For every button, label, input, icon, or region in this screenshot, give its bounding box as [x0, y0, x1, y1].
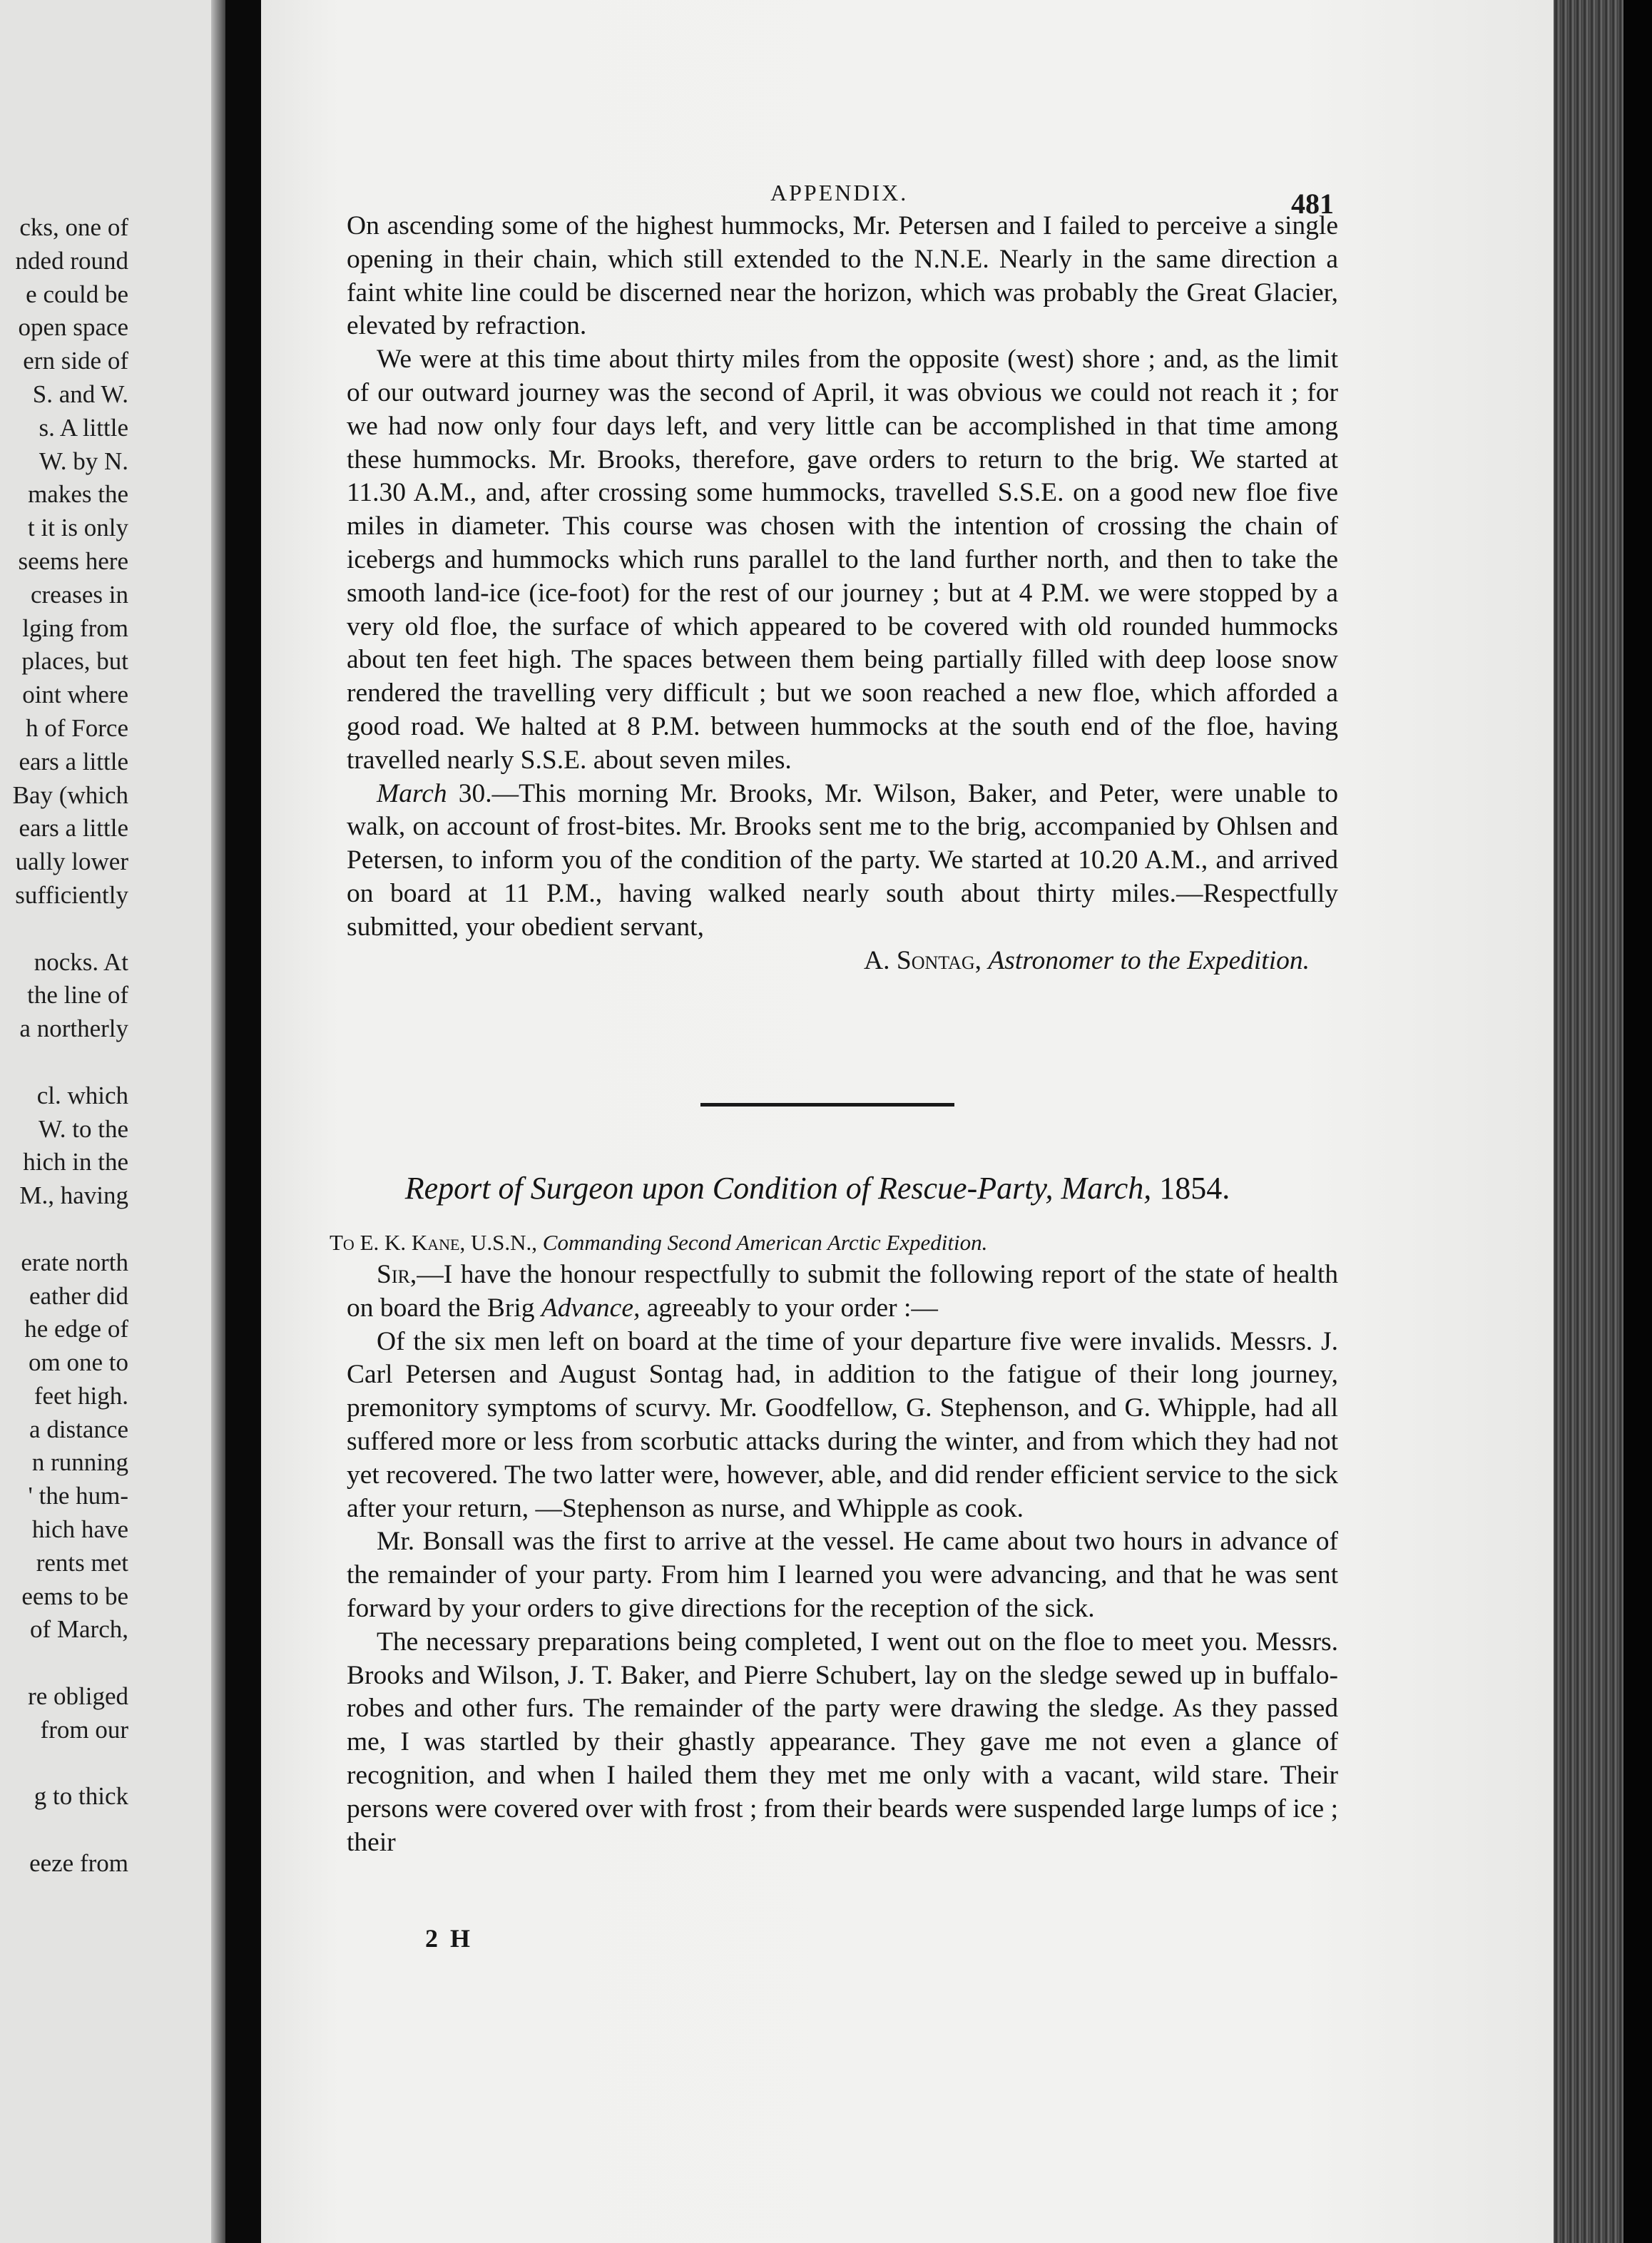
left-page-line: W. to the [38, 1114, 128, 1143]
report-title [347, 1170, 1288, 1206]
paragraph: Mr. Bonsall was the first to arrive at the vessel. He came about two hours in advance of the remainder of your party. From him I learned you were advancing, and that he was sent forward by your orders to give directions for the reception of the sick. [347, 1527, 1338, 1623]
left-page-line: W. by N. [39, 447, 128, 475]
left-page-line: from our [40, 1715, 128, 1744]
report-title-year: 1854. [1159, 1171, 1230, 1206]
left-page-fragment [0, 0, 225, 2243]
signature-mark: 2 H [425, 1924, 474, 1953]
left-page-line: open space [18, 313, 128, 342]
surgeon-report [347, 1258, 1338, 1859]
left-page-line: feet high. [34, 1381, 128, 1410]
page-number: 481 [1291, 188, 1334, 220]
left-page-gutter-shadow [211, 0, 225, 2243]
paragraph-text: 30.—This morning Mr. Brooks, Mr. Wilson, Baker, and Peter, were unable to walk, on account of frost-bites. Mr. Brooks sent me to the brig, accompanied by Ohlsen and Petersen, to inform you of the condition of the party. We started at 10.20 A.M., and arrived on board at 11 P.M., having walked nearly south about thirty miles.—Respectfully submitted, your obedient servant, [347, 778, 1338, 942]
left-page-line: g to thick [34, 1782, 128, 1811]
left-page-line: eather did [29, 1281, 128, 1310]
left-page-line [0, 1046, 128, 1079]
left-page-line: ears a little [19, 747, 128, 775]
left-page-line: erate north [21, 1248, 128, 1276]
left-page-line: rents met [36, 1548, 128, 1577]
book-spine [225, 0, 261, 2243]
addressee-role: Commanding Second American Arctic Expedition. [542, 1230, 988, 1255]
left-page-line: of March, [29, 1615, 128, 1644]
left-page-line [0, 1814, 128, 1847]
left-page-line: s. A little [39, 413, 128, 442]
left-page-line: t it is only [28, 514, 128, 542]
left-page-line: hich have [31, 1515, 128, 1544]
signature-line [347, 945, 1338, 978]
left-page-line: the line of [27, 981, 128, 1009]
signature-name: A. Sontag, [864, 945, 981, 975]
left-page-line: cks, one of [19, 213, 128, 241]
left-page-line: nded round [15, 246, 128, 275]
left-page-line: eeze from [29, 1849, 128, 1878]
addressee-line [330, 1230, 987, 1256]
left-page-line: e could be [26, 280, 128, 308]
left-page-line: sufficiently [15, 880, 128, 909]
paragraph-text: —I have the honour respectfully to submit the following report of the state of health on board the Brig [347, 1260, 1338, 1323]
paragraph: We were at this time about thirty miles from the opposite (west) shore ; and, as the limit of our outward journey was the second of April, it was obvious we could not reach it ; for we had now only four days left, and very little can be accomplished in that time among these hummocks. Mr. Brooks, therefore, gave orders to return to the brig. We started at 11.30 A.M., and, after crossing some hummocks, travelled S.S.E. on a good new floe five miles in diameter. This course was chosen with the intention of crossing the chain of icebergs and hummocks which runs parallel to the land further north, and then to take the smooth land-ice (ice-foot) for the rest of our journey ; but at 4 P.M. we were stopped by a very old floe, the surface of which appeared to be covered with old rounded hummocks about ten feet high. The spaces between them being partially filled with deep loose snow rendered the travelling very difficult ; but we soon reached a new floe, which afforded a good road. We halted at 8 P.M. between hummocks at the south end of the floe, having travelled nearly S.S.E. about seven miles. [347, 345, 1338, 775]
report-title-text: Report of Surgeon upon Condition of Rescue-Party, March, [404, 1171, 1152, 1206]
left-page-line: nocks. At [34, 947, 128, 976]
left-page-line: h of Force [26, 713, 128, 742]
ship-name: Advance, [541, 1293, 641, 1323]
left-page-line: ern side of [23, 347, 128, 375]
addressee-name: To E. K. Kane, U.S.N., [330, 1230, 538, 1255]
paragraph: On ascending some of the highest hummocks, Mr. Petersen and I failed to perceive a single opening in their chain, which still extended to the N.N.E. Nearly in the same direction a faint white line could be discerned near the horizon, which was probably the Great Glacier, elevated by refraction. [347, 211, 1338, 341]
paragraph-march-30 [347, 778, 1338, 945]
left-page-line: om one to [29, 1348, 128, 1377]
sontag-report [347, 210, 1338, 977]
paragraph: Of the six men left on board at the time of your departure five were invalids. Messrs. J. Carl Petersen and August Sontag had, in addition to the fatigue of their long journey, premonitory symptoms of scurvy. Mr. Goodfellow, G. Stephenson, and G. Whipple, had all suffered more or less from scorbutic attacks during the winter, and from which they had not yet recovered. The two latter were, however, able, and did render efficient service to the sick after your return, —Stephenson as nurse, and Whipple as cook. [347, 1326, 1338, 1523]
left-page-line: oint where [22, 681, 128, 709]
paragraph-text: agreeably to your order :— [640, 1293, 938, 1323]
left-page-line: hich in the [23, 1148, 128, 1176]
paragraph: The necessary preparations being completed, I went out on the floe to meet you. Messrs. Brooks and Wilson, J. T. Baker, and Pierre Schubert, lay on the sledge sewed up in buffalo-robes and other furs. The remainder of the party were drawing the sledge. As they passed me, I was startled by their ghastly appearance. They gave me not even a glance of recognition, and when I hailed them they met me only with a vacant, wild stare. Their persons were covered over with frost ; from their beards were suspended large lumps of ice ; their [347, 1627, 1338, 1857]
page-edges [1554, 0, 1652, 2243]
left-page-line: ually lower [15, 848, 128, 876]
left-page-line: n running [31, 1448, 128, 1477]
left-page-line: Bay (which [12, 780, 128, 809]
left-page-text-column [0, 211, 128, 1881]
left-page-line [0, 912, 128, 946]
left-page-line: a distance [29, 1415, 128, 1443]
left-page-line: ' the hum- [28, 1482, 128, 1510]
left-page-line: re obliged [28, 1682, 128, 1711]
left-page-line: S. and W. [32, 380, 128, 408]
left-page-line: ears a little [19, 814, 128, 843]
section-divider [700, 1103, 954, 1107]
left-page-line: M., having [19, 1181, 128, 1210]
left-page-line: places, but [21, 647, 128, 676]
running-head: APPENDIX. [770, 180, 909, 205]
left-page-line [0, 1647, 128, 1680]
left-page-line [0, 1213, 128, 1246]
left-page-line: a northerly [19, 1014, 128, 1043]
scan-border [1623, 0, 1652, 2243]
signature-title: Astronomer to the Expedition. [988, 945, 1310, 975]
left-page-line: he edge of [24, 1315, 128, 1343]
left-page-line [0, 1747, 128, 1781]
paragraph-salutation [347, 1258, 1338, 1326]
date-label: March [377, 778, 447, 808]
left-page-line: creases in [30, 580, 128, 609]
left-page-line: eems to be [21, 1582, 128, 1610]
left-page-line: lging from [22, 614, 128, 642]
salutation: Sir, [377, 1260, 417, 1289]
left-page-line: seems here [18, 546, 128, 575]
left-page-line: cl. which [36, 1081, 128, 1109]
left-page-line: makes the [28, 480, 128, 509]
